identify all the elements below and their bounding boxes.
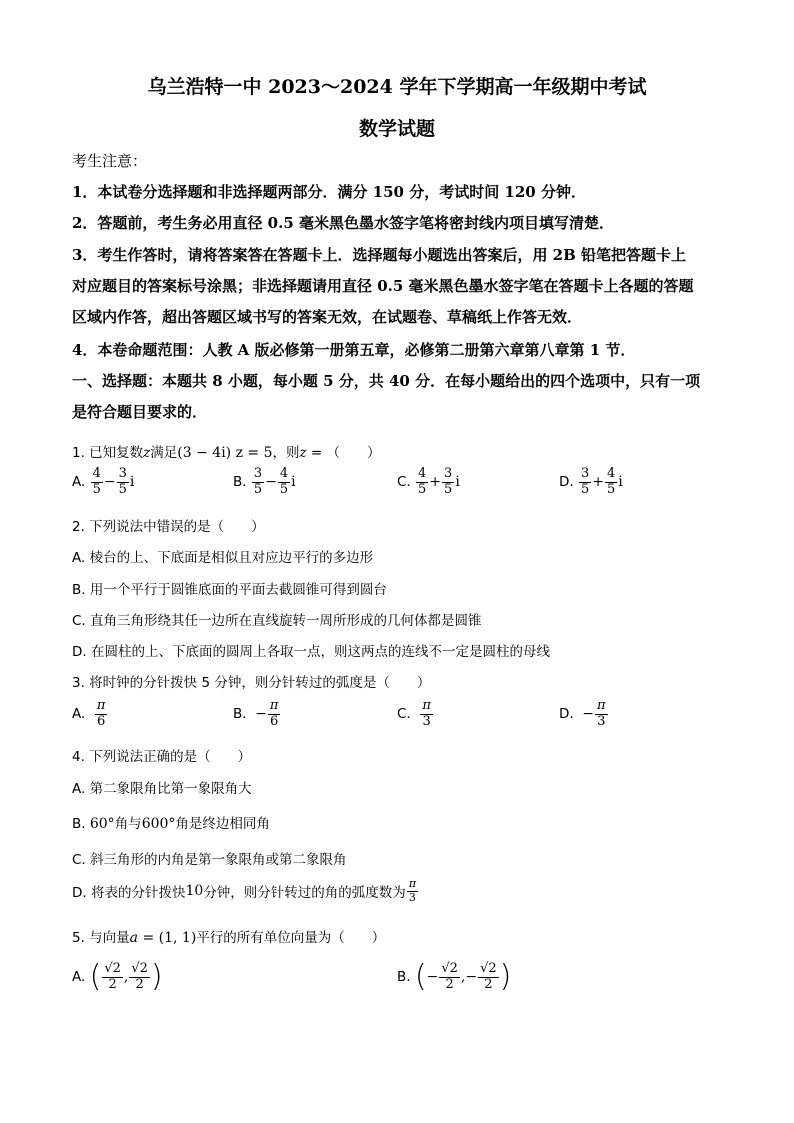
question-3-stem: 3. 将时钟的分针拨快 5 分钟，则分针转过的弧度是（ ） <box>72 675 431 691</box>
q5-option-b[interactable]: B. ( − $\frac{√2}{2}$ , − $\frac{√2}{2}$ ) <box>397 959 512 995</box>
q4-option-d[interactable]: D. 将表的分针拨快 10 分钟，则分针转过的角的弧度数为 $\frac{\pi}{3}$ <box>72 877 417 904</box>
q2-option-c[interactable]: C. 直角三角形绕其任一边所在直线旋转一周所形成的几何体都是圆锥 <box>72 613 482 629</box>
vector-a: a <box>129 930 139 946</box>
notice-item-3: 3．考生作答时，请将答案答在答题卡上．选择题每小题选出答案后，用 2B 铅笔把答题卡上 <box>72 246 687 264</box>
q4-option-b[interactable]: B. 60°角与600°角是终边相同角 <box>72 816 270 832</box>
exam-subtitle: 数学试题 <box>358 118 435 140</box>
q4-option-a[interactable]: A. 第二象限角比第一象限角大 <box>72 781 252 797</box>
q3-option-b[interactable]: B. − $\frac{\pi}{6}$ <box>233 698 279 729</box>
exam-title: 乌兰浩特一中 2023～2024 学年下学期高一年级期中考试 <box>147 76 647 98</box>
fraction: $\frac{3}{5}$ <box>253 466 263 497</box>
q5-option-a[interactable]: A. ( $\frac{√2}{2}$ , $\frac{√2}{2}$ ) <box>72 959 163 995</box>
q2-option-d[interactable]: D. 在圆柱的上、下底面的圆周上各取一点，则这两点的连线不一定是圆柱的母线 <box>72 644 550 660</box>
question-4-stem: 4. 下列说法正确的是（ ） <box>72 749 252 765</box>
section-heading-cont: 是符合题目要求的． <box>72 403 208 421</box>
fraction: $\frac{√2}{2}$ <box>480 961 497 992</box>
notice-item-3-cont2: 区域内作答，超出答题区域书写的答案无效，在试题卷、草稿纸上作答无效． <box>72 308 583 326</box>
question-1-stem: 1. 已知复数z满足(3 − 4i) z = 5，则z = （ ） <box>72 445 381 461</box>
q1-option-c[interactable]: C. $\frac{4}{5}$ + $\frac{3}{5}$ i <box>397 466 460 497</box>
q2-option-b[interactable]: B. 用一个平行于圆锥底面的平面去截圆锥可得到圆台 <box>72 582 387 598</box>
fraction: $\frac{\pi}{3}$ <box>597 698 606 729</box>
fraction: $\frac{3}{5}$ <box>444 466 453 497</box>
fraction: $\frac{4}{5}$ <box>418 466 427 497</box>
notice-item-4: 4．本卷命题范围：人教 A 版必修第一册第五章，必修第二册第六章第八章第 1 节． <box>72 341 636 359</box>
fraction: $\frac{√2}{2}$ <box>441 961 458 992</box>
notice-item-2: 2．答题前，考生务必用直径 0.5 毫米黑色墨水签字笔将密封线内项目填写清楚． <box>72 214 614 232</box>
fraction: $\frac{\pi}{6}$ <box>96 698 106 729</box>
fraction: $\frac{\pi}{3}$ <box>422 698 431 729</box>
question-5-stem: 5. 与向量a = (1, 1)平行的所有单位向量为（ ） <box>72 930 386 946</box>
fraction: $\frac{\pi}{3}$ <box>408 877 417 904</box>
q1-equation: (3 − 4i) z = 5 <box>177 445 273 461</box>
fraction: $\frac{4}{5}$ <box>92 466 101 497</box>
section-heading: 一、选择题：本题共 8 小题，每小题 5 分，共 40 分．在每小题给出的四个选项中，只有一项 <box>72 372 701 390</box>
fraction: $\frac{3}{5}$ <box>580 466 590 497</box>
q1-option-a[interactable]: A. $\frac{4}{5}$ − $\frac{3}{5}$ i <box>72 466 135 497</box>
q1-option-b[interactable]: B. $\frac{3}{5}$ − $\frac{4}{5}$ i <box>233 466 296 497</box>
q3-option-d[interactable]: D. − $\frac{\pi}{3}$ <box>559 698 606 729</box>
q3-option-a[interactable]: A. $\frac{\pi}{6}$ <box>72 698 106 729</box>
fraction: $\frac{√2}{2}$ <box>131 961 148 992</box>
fraction: $\frac{4}{5}$ <box>279 466 289 497</box>
notice-item-3-cont: 对应题目的答案标号涂黑；非选择题请用直径 0.5 毫米黑色墨水签字笔在答题卡上各题的答题 <box>72 277 694 295</box>
question-2-stem: 2. 下列说法中错误的是（ ） <box>72 519 265 535</box>
fraction: $\frac{3}{5}$ <box>118 466 127 497</box>
fraction: $\frac{\pi}{6}$ <box>269 698 279 729</box>
q2-option-a[interactable]: A. 棱台的上、下底面是相似且对应边平行的多边形 <box>72 550 374 566</box>
notice-heading: 考生注意： <box>72 152 148 170</box>
fraction: $\frac{√2}{2}$ <box>104 961 121 992</box>
notice-item-1: 1．本试卷分选择题和非选择题两部分．满分 150 分，考试时间 120 分钟． <box>72 183 586 201</box>
fraction: $\frac{4}{5}$ <box>607 466 616 497</box>
q3-option-c[interactable]: C. $\frac{\pi}{3}$ <box>397 698 431 729</box>
q4-option-c[interactable]: C. 斜三角形的内角是第一象限角或第二象限角 <box>72 852 347 868</box>
q1-option-d[interactable]: D. $\frac{3}{5}$ + $\frac{4}{5}$ i <box>559 466 623 497</box>
